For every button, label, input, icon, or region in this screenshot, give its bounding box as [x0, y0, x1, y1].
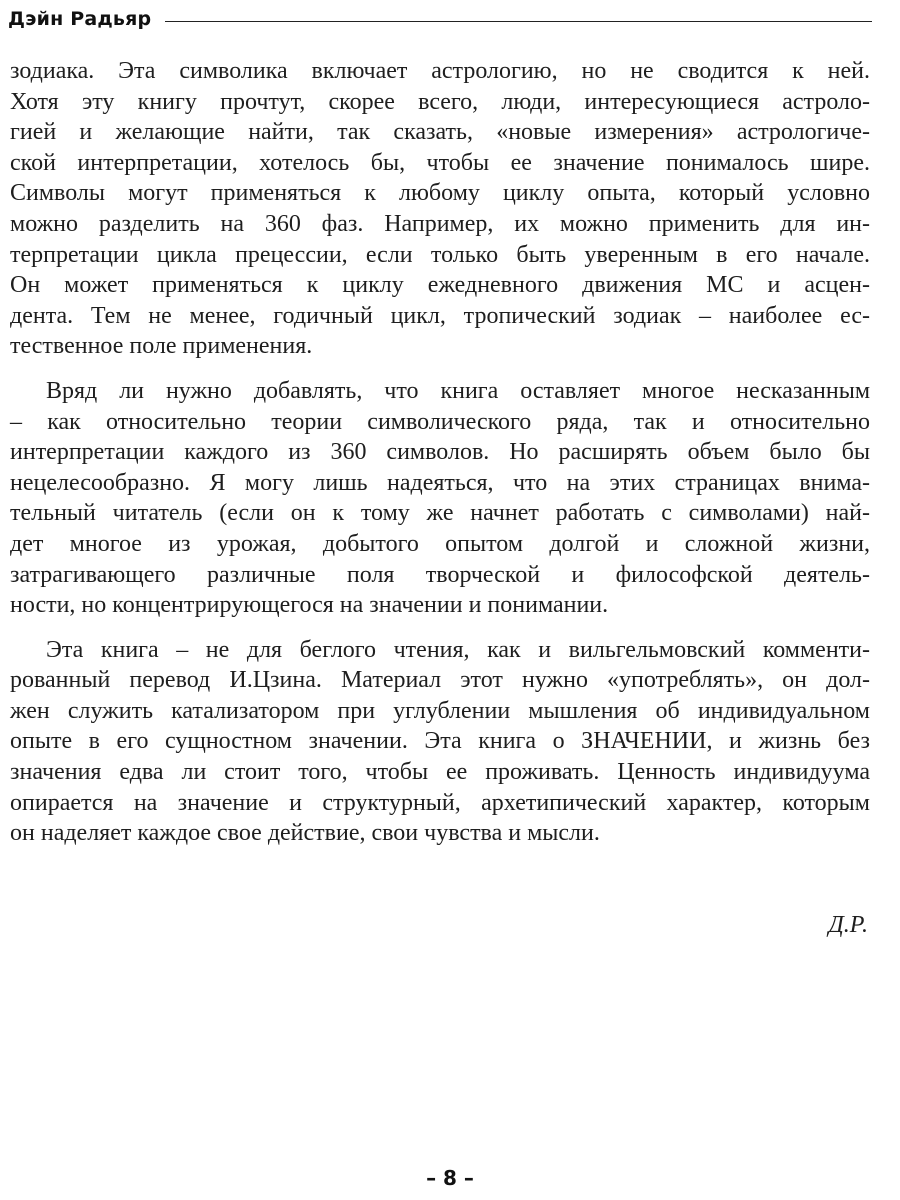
- text-line: затрагивающего различные поля творческой и философской деятель-: [10, 561, 870, 588]
- text-line: жен служить катализатором при углублении мышления об индивидуальном: [10, 697, 870, 724]
- text-line: Символы могут применяться к любому циклу опыта, который условно: [10, 180, 870, 207]
- text-line: гией и желающие найти, так сказать, «новые измерения» астрологиче-: [10, 119, 870, 146]
- text-line: Вряд ли нужно добавлять, что книга оставляет многое несказанным: [46, 377, 870, 404]
- author-name: Дэйн Радьяр: [8, 8, 152, 30]
- paragraph-2: [10, 376, 870, 621]
- text-line: Он может применяться к циклу ежедневного движения МС и асцен-: [10, 272, 870, 299]
- text-line: ской интерпретации, хотелось бы, чтобы ее значение понималось шире.: [10, 149, 870, 176]
- text-line: опыте в его сущностном значении. Эта книга о ЗНАЧЕНИИ, и жизнь без: [10, 728, 870, 755]
- body-text: [10, 56, 870, 849]
- text-line: зодиака. Эта символика включает астрологию, но не сводится к ней.: [10, 58, 870, 84]
- text-line: ности, но концентрирующегося на значении и понимании.: [10, 592, 609, 619]
- running-header: [8, 6, 872, 32]
- text-line: значения едва ли стоит того, чтобы ее проживать. Ценность индивидуума: [10, 759, 870, 786]
- text-line: тественное поле применения.: [10, 333, 313, 360]
- text-line: дет многое из урожая, добытого опытом долгой и сложной жизни,: [10, 530, 870, 557]
- text-line: интерпретации каждого из 360 символов. Но расширять объем было бы: [10, 439, 870, 466]
- page-number: – 8 –: [426, 1166, 474, 1190]
- text-line: тельный читатель (если он к тому же начнет работать с символами) най-: [10, 500, 870, 527]
- text-line: он наделяет каждое свое действие, свои чувства и мысли.: [10, 820, 600, 847]
- text-line: – как относительно теории символического ряда, так и относительно: [10, 408, 870, 435]
- text-line: Эта книга – не для беглого чтения, как и вильгельмовский комменти-: [46, 636, 870, 663]
- text-line: терпретации цикла прецессии, если только быть уверенным в его начале.: [10, 241, 870, 268]
- text-line: можно разделить на 360 фаз. Например, их можно применить для ин-: [10, 210, 870, 237]
- paragraph-3: [10, 635, 870, 849]
- paragraph-1: [10, 56, 870, 362]
- text-line: нецелесообразно. Я могу лишь надеяться, что на этих страницах внима-: [10, 469, 870, 496]
- text-line: рованный перевод И.Цзина. Материал этот нужно «употреблять», он дол-: [10, 667, 870, 694]
- author-signature: Д.Р.: [828, 912, 868, 938]
- text-line: опирается на значение и структурный, архетипический характер, которым: [10, 789, 870, 816]
- text-line: дента. Тем не менее, годичный цикл, тропический зодиак – наиболее ес-: [10, 302, 870, 329]
- text-line: Хотя эту книгу прочтут, скорее всего, люди, интересующиеся астроло-: [10, 88, 870, 115]
- header-rule: [165, 21, 872, 22]
